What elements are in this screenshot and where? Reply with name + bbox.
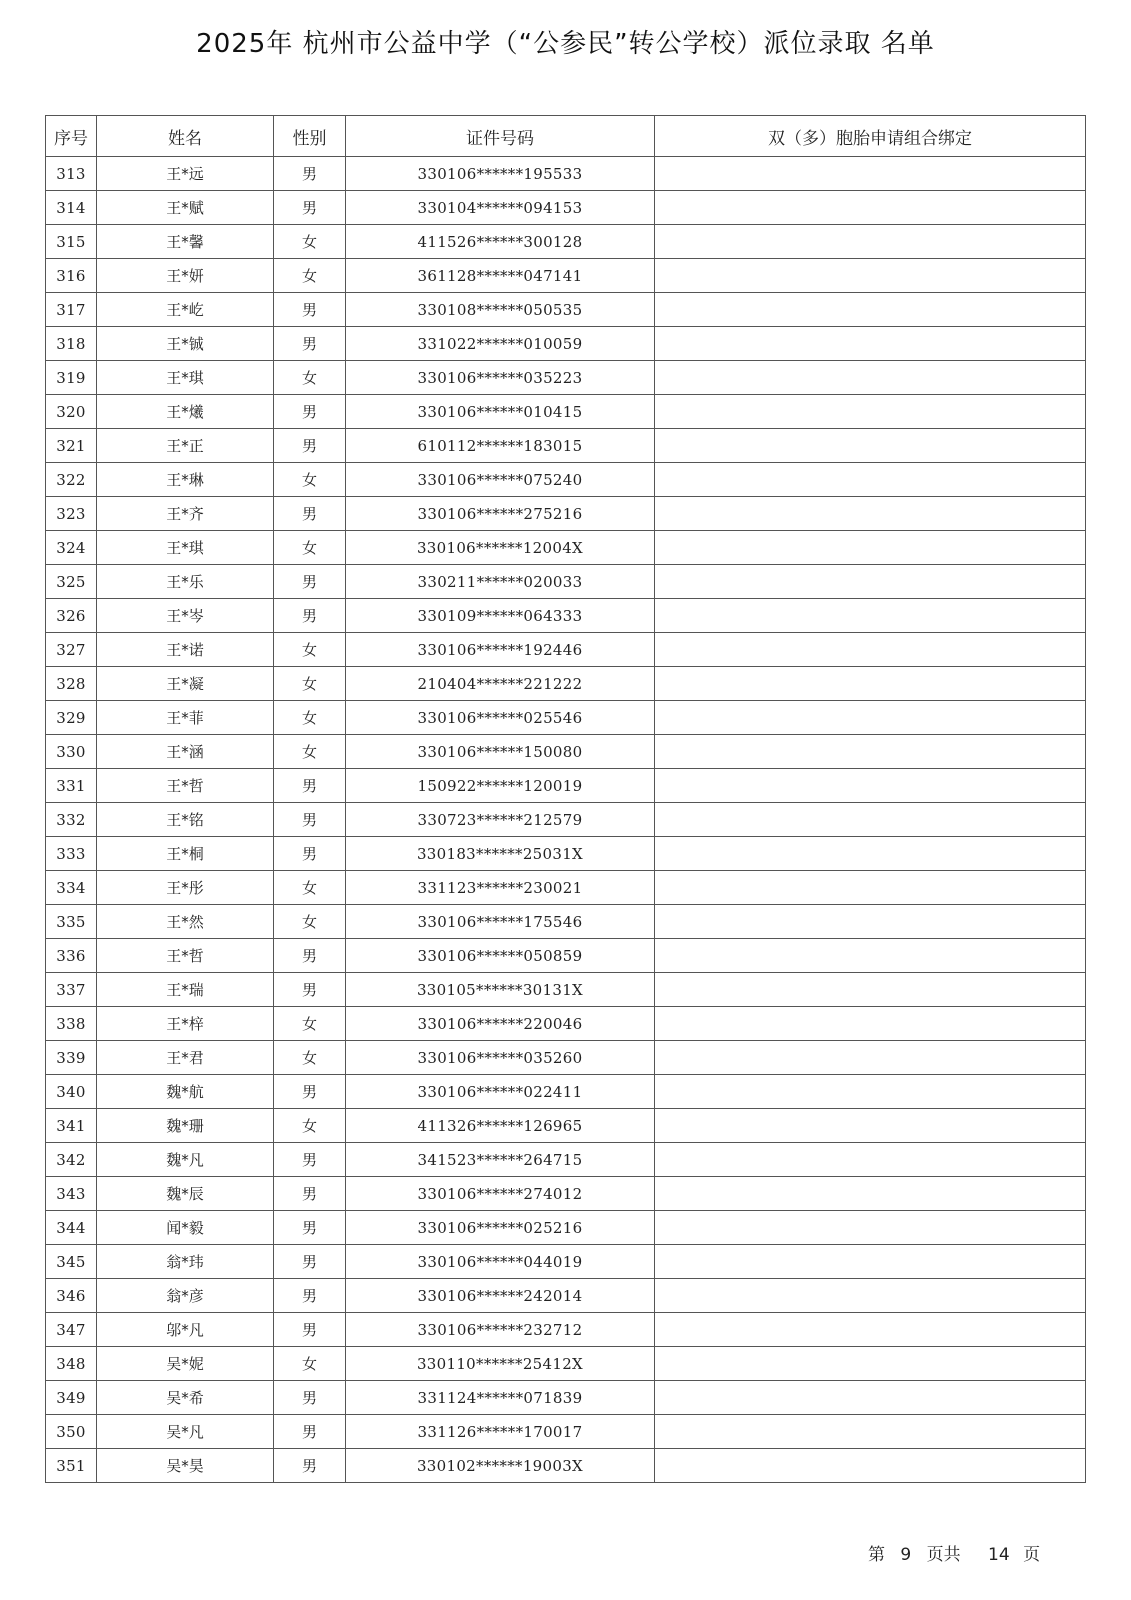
cell-twins-binding	[655, 361, 1086, 395]
cell-name: 王*梓	[97, 1007, 274, 1041]
table-row	[46, 327, 1086, 361]
cell-seq: 329	[46, 701, 97, 735]
table-row	[46, 735, 1086, 769]
table-row	[46, 225, 1086, 259]
cell-twins-binding	[655, 191, 1086, 225]
cell-name: 王*齐	[97, 497, 274, 531]
cell-gender: 男	[274, 429, 346, 463]
cell-seq: 336	[46, 939, 97, 973]
cell-gender: 男	[274, 157, 346, 191]
page-footer	[868, 1540, 1040, 1565]
table-row	[46, 1177, 1086, 1211]
cell-name: 吴*妮	[97, 1347, 274, 1381]
table-row	[46, 395, 1086, 429]
cell-gender: 女	[274, 701, 346, 735]
table-header	[46, 116, 1086, 157]
cell-gender: 女	[274, 1347, 346, 1381]
cell-seq: 332	[46, 803, 97, 837]
cell-twins-binding	[655, 259, 1086, 293]
cell-name: 邬*凡	[97, 1313, 274, 1347]
table-row	[46, 1143, 1086, 1177]
cell-seq: 320	[46, 395, 97, 429]
cell-id-number: 330106******050859	[346, 939, 655, 973]
cell-seq: 351	[46, 1449, 97, 1483]
cell-gender: 女	[274, 531, 346, 565]
cell-name: 王*琳	[97, 463, 274, 497]
cell-seq: 350	[46, 1415, 97, 1449]
cell-twins-binding	[655, 327, 1086, 361]
table-row	[46, 667, 1086, 701]
cell-seq: 323	[46, 497, 97, 531]
cell-seq: 327	[46, 633, 97, 667]
cell-id-number: 330106******025216	[346, 1211, 655, 1245]
cell-id-number: 330106******035260	[346, 1041, 655, 1075]
footer-page-number: 9	[900, 1545, 912, 1565]
cell-seq: 346	[46, 1279, 97, 1313]
header-name: 姓名	[97, 116, 274, 157]
header-seq: 序号	[46, 116, 97, 157]
cell-gender: 女	[274, 463, 346, 497]
cell-id-number: 150922******120019	[346, 769, 655, 803]
cell-seq: 348	[46, 1347, 97, 1381]
cell-gender: 女	[274, 361, 346, 395]
cell-name: 翁*玮	[97, 1245, 274, 1279]
cell-twins-binding	[655, 225, 1086, 259]
header-gender: 性别	[274, 116, 346, 157]
cell-twins-binding	[655, 565, 1086, 599]
header-id-number: 证件号码	[346, 116, 655, 157]
cell-gender: 女	[274, 871, 346, 905]
cell-id-number: 331124******071839	[346, 1381, 655, 1415]
cell-twins-binding	[655, 1245, 1086, 1279]
table-row	[46, 191, 1086, 225]
cell-id-number: 331123******230021	[346, 871, 655, 905]
cell-twins-binding	[655, 1279, 1086, 1313]
cell-seq: 344	[46, 1211, 97, 1245]
cell-seq: 335	[46, 905, 97, 939]
cell-name: 魏*珊	[97, 1109, 274, 1143]
cell-name: 王*君	[97, 1041, 274, 1075]
table-row	[46, 531, 1086, 565]
cell-name: 魏*凡	[97, 1143, 274, 1177]
cell-id-number: 330106******275216	[346, 497, 655, 531]
cell-gender: 男	[274, 327, 346, 361]
cell-id-number: 330104******094153	[346, 191, 655, 225]
table-row	[46, 463, 1086, 497]
cell-twins-binding	[655, 1041, 1086, 1075]
table-body	[46, 157, 1086, 1483]
cell-twins-binding	[655, 293, 1086, 327]
cell-name: 翁*彦	[97, 1279, 274, 1313]
table-row	[46, 565, 1086, 599]
cell-gender: 男	[274, 1245, 346, 1279]
table-row	[46, 429, 1086, 463]
cell-id-number: 330106******010415	[346, 395, 655, 429]
table-row	[46, 259, 1086, 293]
cell-id-number: 610112******183015	[346, 429, 655, 463]
table-row	[46, 1381, 1086, 1415]
cell-twins-binding	[655, 769, 1086, 803]
cell-name: 王*哲	[97, 939, 274, 973]
table-row	[46, 599, 1086, 633]
cell-gender: 男	[274, 1075, 346, 1109]
cell-name: 魏*航	[97, 1075, 274, 1109]
cell-name: 吴*昊	[97, 1449, 274, 1483]
cell-gender: 男	[274, 293, 346, 327]
cell-twins-binding	[655, 1211, 1086, 1245]
cell-seq: 340	[46, 1075, 97, 1109]
cell-twins-binding	[655, 1347, 1086, 1381]
cell-seq: 319	[46, 361, 97, 395]
cell-twins-binding	[655, 1177, 1086, 1211]
cell-id-number: 330106******175546	[346, 905, 655, 939]
cell-id-number: 341523******264715	[346, 1143, 655, 1177]
cell-id-number: 330106******044019	[346, 1245, 655, 1279]
cell-gender: 男	[274, 1381, 346, 1415]
cell-id-number: 330106******232712	[346, 1313, 655, 1347]
cell-gender: 男	[274, 1211, 346, 1245]
header-row	[46, 116, 1086, 157]
cell-name: 王*涵	[97, 735, 274, 769]
cell-seq: 347	[46, 1313, 97, 1347]
cell-seq: 324	[46, 531, 97, 565]
table-row	[46, 361, 1086, 395]
cell-id-number: 330109******064333	[346, 599, 655, 633]
cell-name: 王*然	[97, 905, 274, 939]
cell-twins-binding	[655, 1415, 1086, 1449]
cell-id-number: 411526******300128	[346, 225, 655, 259]
cell-id-number: 330105******30131X	[346, 973, 655, 1007]
cell-gender: 男	[274, 769, 346, 803]
cell-seq: 333	[46, 837, 97, 871]
cell-name: 王*馨	[97, 225, 274, 259]
cell-id-number: 330110******25412X	[346, 1347, 655, 1381]
document-title: 2025年 杭州市公益中学（“公参民”转公学校）派位录取 名单	[196, 29, 935, 59]
cell-seq: 337	[46, 973, 97, 1007]
table-row	[46, 1007, 1086, 1041]
cell-seq: 338	[46, 1007, 97, 1041]
cell-twins-binding	[655, 497, 1086, 531]
cell-twins-binding	[655, 871, 1086, 905]
cell-seq: 315	[46, 225, 97, 259]
cell-gender: 女	[274, 259, 346, 293]
cell-name: 闻*毅	[97, 1211, 274, 1245]
cell-gender: 男	[274, 599, 346, 633]
cell-id-number: 330106******12004X	[346, 531, 655, 565]
cell-gender: 女	[274, 735, 346, 769]
cell-name: 王*瑞	[97, 973, 274, 1007]
cell-twins-binding	[655, 837, 1086, 871]
header-twins-binding: 双（多）胞胎申请组合绑定	[655, 116, 1086, 157]
cell-seq: 322	[46, 463, 97, 497]
cell-gender: 男	[274, 1449, 346, 1483]
cell-name: 王*桐	[97, 837, 274, 871]
cell-gender: 男	[274, 803, 346, 837]
table-row	[46, 803, 1086, 837]
table-row	[46, 769, 1086, 803]
cell-id-number: 330183******25031X	[346, 837, 655, 871]
cell-id-number: 330106******220046	[346, 1007, 655, 1041]
footer-prefix: 第	[868, 1545, 885, 1565]
cell-name: 王*菲	[97, 701, 274, 735]
cell-id-number: 411326******126965	[346, 1109, 655, 1143]
admission-table	[45, 115, 1086, 1483]
cell-gender: 男	[274, 837, 346, 871]
cell-id-number: 210404******221222	[346, 667, 655, 701]
cell-gender: 男	[274, 497, 346, 531]
cell-id-number: 331126******170017	[346, 1415, 655, 1449]
cell-id-number: 361128******047141	[346, 259, 655, 293]
table-row	[46, 293, 1086, 327]
cell-id-number: 330106******192446	[346, 633, 655, 667]
cell-name: 王*凝	[97, 667, 274, 701]
cell-seq: 339	[46, 1041, 97, 1075]
cell-twins-binding	[655, 1313, 1086, 1347]
cell-seq: 317	[46, 293, 97, 327]
cell-twins-binding	[655, 633, 1086, 667]
table-row	[46, 973, 1086, 1007]
table-row	[46, 1449, 1086, 1483]
table-row	[46, 157, 1086, 191]
cell-gender: 男	[274, 1177, 346, 1211]
cell-gender: 女	[274, 667, 346, 701]
cell-seq: 318	[46, 327, 97, 361]
table-row	[46, 1041, 1086, 1075]
table-row	[46, 497, 1086, 531]
cell-id-number: 330106******035223	[346, 361, 655, 395]
cell-name: 王*哲	[97, 769, 274, 803]
cell-name: 王*铖	[97, 327, 274, 361]
table-row	[46, 1109, 1086, 1143]
cell-twins-binding	[655, 735, 1086, 769]
cell-name: 王*屹	[97, 293, 274, 327]
cell-twins-binding	[655, 599, 1086, 633]
cell-twins-binding	[655, 1075, 1086, 1109]
cell-gender: 女	[274, 1109, 346, 1143]
cell-gender: 女	[274, 633, 346, 667]
cell-seq: 314	[46, 191, 97, 225]
cell-twins-binding	[655, 701, 1086, 735]
footer-middle: 页共	[926, 1545, 961, 1565]
cell-gender: 男	[274, 395, 346, 429]
cell-twins-binding	[655, 463, 1086, 497]
table-row	[46, 633, 1086, 667]
cell-seq: 326	[46, 599, 97, 633]
cell-name: 王*远	[97, 157, 274, 191]
cell-name: 吴*希	[97, 1381, 274, 1415]
cell-name: 王*琪	[97, 361, 274, 395]
cell-seq: 342	[46, 1143, 97, 1177]
cell-name: 王*彤	[97, 871, 274, 905]
cell-twins-binding	[655, 1143, 1086, 1177]
cell-gender: 女	[274, 905, 346, 939]
cell-gender: 男	[274, 1313, 346, 1347]
cell-twins-binding	[655, 1007, 1086, 1041]
cell-gender: 男	[274, 191, 346, 225]
cell-id-number: 330106******075240	[346, 463, 655, 497]
cell-twins-binding	[655, 973, 1086, 1007]
cell-twins-binding	[655, 395, 1086, 429]
cell-name: 王*赋	[97, 191, 274, 225]
table-row	[46, 1075, 1086, 1109]
cell-twins-binding	[655, 531, 1086, 565]
cell-gender: 男	[274, 1279, 346, 1313]
cell-name: 吴*凡	[97, 1415, 274, 1449]
cell-seq: 330	[46, 735, 97, 769]
cell-id-number: 330102******19003X	[346, 1449, 655, 1483]
table-row	[46, 837, 1086, 871]
cell-name: 王*铭	[97, 803, 274, 837]
cell-twins-binding	[655, 1449, 1086, 1483]
cell-gender: 男	[274, 1415, 346, 1449]
cell-seq: 345	[46, 1245, 97, 1279]
cell-name: 王*琪	[97, 531, 274, 565]
cell-name: 魏*辰	[97, 1177, 274, 1211]
table-row	[46, 1415, 1086, 1449]
cell-gender: 女	[274, 225, 346, 259]
cell-gender: 男	[274, 939, 346, 973]
cell-seq: 349	[46, 1381, 97, 1415]
cell-seq: 341	[46, 1109, 97, 1143]
cell-twins-binding	[655, 429, 1086, 463]
cell-name: 王*正	[97, 429, 274, 463]
table-row	[46, 701, 1086, 735]
cell-gender: 女	[274, 1007, 346, 1041]
table-row	[46, 905, 1086, 939]
table-row	[46, 1347, 1086, 1381]
cell-id-number: 330108******050535	[346, 293, 655, 327]
cell-seq: 343	[46, 1177, 97, 1211]
cell-twins-binding	[655, 939, 1086, 973]
cell-twins-binding	[655, 803, 1086, 837]
cell-id-number: 330723******212579	[346, 803, 655, 837]
table-row	[46, 871, 1086, 905]
table-row	[46, 1279, 1086, 1313]
cell-id-number: 330106******025546	[346, 701, 655, 735]
cell-seq: 325	[46, 565, 97, 599]
footer-total-pages: 14	[988, 1545, 1010, 1565]
cell-gender: 女	[274, 1041, 346, 1075]
cell-name: 王*妍	[97, 259, 274, 293]
cell-id-number: 331022******010059	[346, 327, 655, 361]
table-row	[46, 1211, 1086, 1245]
cell-id-number: 330106******195533	[346, 157, 655, 191]
cell-gender: 男	[274, 565, 346, 599]
cell-gender: 男	[274, 973, 346, 1007]
cell-id-number: 330106******022411	[346, 1075, 655, 1109]
cell-id-number: 330106******274012	[346, 1177, 655, 1211]
cell-seq: 313	[46, 157, 97, 191]
cell-seq: 316	[46, 259, 97, 293]
cell-gender: 男	[274, 1143, 346, 1177]
cell-id-number: 330211******020033	[346, 565, 655, 599]
cell-name: 王*诺	[97, 633, 274, 667]
cell-twins-binding	[655, 667, 1086, 701]
cell-id-number: 330106******242014	[346, 1279, 655, 1313]
table-row	[46, 939, 1086, 973]
footer-suffix: 页	[1023, 1545, 1041, 1565]
cell-seq: 328	[46, 667, 97, 701]
table-row	[46, 1313, 1086, 1347]
cell-seq: 321	[46, 429, 97, 463]
cell-name: 王*岑	[97, 599, 274, 633]
cell-name: 王*乐	[97, 565, 274, 599]
cell-twins-binding	[655, 1109, 1086, 1143]
cell-twins-binding	[655, 905, 1086, 939]
cell-id-number: 330106******150080	[346, 735, 655, 769]
cell-seq: 331	[46, 769, 97, 803]
table-row	[46, 1245, 1086, 1279]
cell-twins-binding	[655, 1381, 1086, 1415]
cell-twins-binding	[655, 157, 1086, 191]
cell-seq: 334	[46, 871, 97, 905]
cell-name: 王*爔	[97, 395, 274, 429]
